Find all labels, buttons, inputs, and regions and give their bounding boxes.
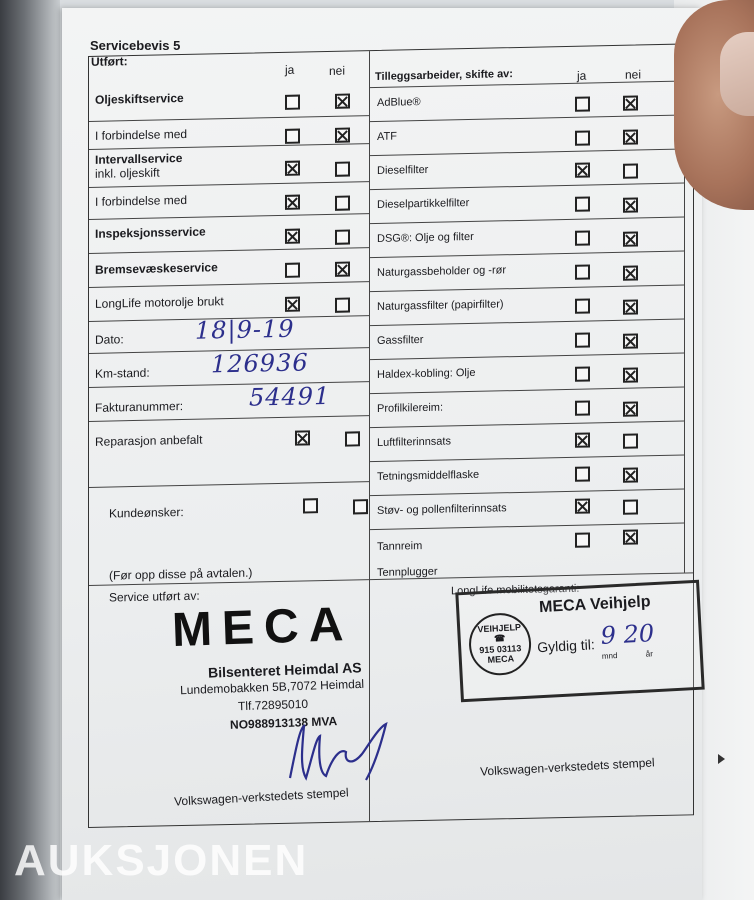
row-label-inspeksjonsservice: Inspeksjonsservice — [95, 224, 206, 241]
checkbox-tannreim-ja[interactable] — [575, 532, 590, 547]
footer-stamp-right: Volkswagen-verkstedets stempel — [479, 755, 655, 779]
row-divider — [369, 285, 684, 293]
km-label: Km-stand: — [95, 365, 150, 381]
checkbox-intervall-ja[interactable] — [285, 161, 300, 176]
right-row-label: Gassfilter — [377, 333, 424, 347]
checkbox-tannreim-nei[interactable] — [623, 529, 638, 544]
background-shadow — [0, 0, 60, 900]
right-row-label: ATF — [377, 130, 397, 143]
dato-value[interactable]: 18|9-19 — [195, 314, 295, 345]
checkbox-naturgassbeholder-ja[interactable] — [575, 264, 590, 279]
checkbox-profilkilereim-nei[interactable] — [623, 401, 638, 416]
right-row-label: Naturgassfilter (papirfilter) — [377, 298, 504, 313]
veihjelp-circle — [467, 612, 532, 677]
right-row-label: DSG®: Olje og filter — [377, 230, 474, 245]
checkbox-naturgassbeholder-nei[interactable] — [623, 265, 638, 280]
checkbox-naturgassfilter-ja[interactable] — [575, 298, 590, 313]
row-divider — [369, 251, 684, 259]
row-divider — [369, 455, 684, 463]
row-label-oljeskiftservice: Oljeskiftservice — [95, 90, 184, 107]
checkbox-naturgassfilter-nei[interactable] — [623, 299, 638, 314]
right-row-label: Profilkilereim: — [377, 401, 444, 415]
right-row-label: Dieselpartikkelfilter — [377, 197, 470, 211]
checkbox-tetningsmiddel-ja[interactable] — [575, 466, 590, 481]
veihjelp-gyldig-label: Gyldig til: — [536, 636, 596, 656]
row-label-intervallservice: Intervallservice — [95, 151, 183, 167]
checkbox-reparasjon-nei[interactable] — [345, 431, 360, 446]
checkbox-intervall-nei[interactable] — [335, 162, 350, 177]
right-row-label: Tennplugger — [377, 565, 438, 579]
right-row-label: Luftfilterinnsats — [377, 435, 451, 449]
checkbox-inspeksjon-ja[interactable] — [285, 229, 300, 244]
row-label-forbindelse-1: I forbindelse med — [95, 126, 188, 143]
row-divider — [369, 217, 684, 225]
right-row-label: AdBlue® — [377, 96, 421, 109]
checkbox-haldex-nei[interactable] — [623, 367, 638, 382]
checkbox-atf-ja[interactable] — [575, 130, 590, 145]
checkbox-dieselfilter-ja[interactable] — [575, 162, 590, 177]
checkbox-longlife-nei[interactable] — [335, 298, 350, 313]
stamp-phone: Tlf.72895010 — [237, 696, 309, 714]
right-ja-header: ja — [577, 68, 587, 83]
veihjelp-circle-top: VEIHJELP — [477, 622, 522, 635]
thumb-photo — [674, 0, 754, 210]
checkbox-forbindelse1-nei[interactable] — [335, 128, 350, 143]
veihjelp-stamp — [455, 580, 704, 703]
checkbox-longlife-ja[interactable] — [285, 297, 300, 312]
row-divider — [89, 481, 369, 488]
row-label-forbindelse-2: I forbindelse med — [95, 192, 188, 209]
meca-logo: MECA — [171, 597, 355, 658]
row-divider — [89, 213, 369, 220]
checkbox-dpf-nei[interactable] — [623, 197, 638, 212]
row-divider — [369, 149, 684, 157]
page-title: Servicebevis 5 — [90, 38, 181, 53]
checkbox-bremsevaeske-ja[interactable] — [285, 263, 300, 278]
stamp-company: Bilsenteret Heimdal AS — [207, 659, 362, 681]
checkbox-reparasjon-ja[interactable] — [295, 430, 310, 445]
row-label-inkl-oljeskift: inkl. oljeskift — [95, 165, 160, 181]
right-row-label: Tetningsmiddelflaske — [377, 468, 480, 483]
watermark: AUKSJONEN — [14, 836, 309, 885]
checkbox-inspeksjon-nei[interactable] — [335, 230, 350, 245]
veihjelp-gyldig-value[interactable]: 9 20 — [600, 619, 655, 650]
checkbox-forbindelse2-nei[interactable] — [335, 196, 350, 211]
longlife-label: LongLife mobilitetsgaranti: — [451, 582, 580, 598]
left-header: Utført: — [91, 54, 128, 69]
right-nei-header: nei — [625, 67, 642, 82]
veihjelp-ar: år — [645, 649, 654, 659]
row-divider — [369, 183, 684, 191]
phone-icon: ☎ — [493, 632, 506, 644]
row-divider — [89, 415, 369, 422]
row-label-bremsevaeskeservice: Bremsevæskeservice — [95, 260, 218, 277]
row-label-longlife: LongLife motorolje brukt — [95, 294, 224, 311]
service-certificate-page — [62, 8, 702, 900]
checkbox-dsg-nei[interactable] — [623, 231, 638, 246]
checkbox-tetningsmiddel-nei[interactable] — [623, 467, 638, 482]
kundeonsker-label: Kundeønsker: — [109, 504, 184, 521]
left-nei-header: nei — [329, 63, 346, 78]
row-divider — [89, 281, 369, 288]
right-row-label: Tannreim — [377, 539, 423, 553]
row-divider — [369, 489, 684, 497]
checkbox-profilkilereim-ja[interactable] — [575, 400, 590, 415]
checkbox-atf-nei[interactable] — [623, 129, 638, 144]
row-divider — [369, 421, 684, 429]
veihjelp-title: MECA Veihjelp — [538, 593, 651, 617]
page-arrow-icon — [718, 754, 725, 764]
signature — [282, 718, 402, 788]
right-row-label: Naturgassbeholder og -rør — [377, 264, 507, 279]
checkbox-kunde-ja[interactable] — [303, 498, 318, 513]
left-ja-header: ja — [285, 62, 295, 77]
checkbox-forbindelse1-ja[interactable] — [285, 129, 300, 144]
row-divider — [369, 319, 684, 327]
right-row-label: Støv- og pollenfilterinnsats — [377, 502, 507, 517]
faktura-label: Fakturanummer: — [95, 399, 184, 415]
thumbnail-nail — [720, 32, 754, 116]
dato-label: Dato: — [95, 332, 124, 347]
checkbox-dpf-ja[interactable] — [575, 196, 590, 211]
column-divider — [369, 51, 370, 821]
faktura-value[interactable]: 54491 — [249, 381, 331, 412]
checkbox-adblue-ja[interactable] — [575, 96, 590, 111]
km-value[interactable]: 126936 — [211, 348, 309, 379]
veihjelp-circle-bottom: MECA — [487, 653, 515, 665]
service-label: Service utført av: — [109, 588, 200, 605]
checkbox-luftfilter-ja[interactable] — [575, 432, 590, 447]
reparasjon-label: Reparasjon anbefalt — [95, 432, 203, 449]
checkbox-dsg-ja[interactable] — [575, 230, 590, 245]
checkbox-forbindelse2-ja[interactable] — [285, 195, 300, 210]
stamp-address: Lundemobakken 5B,7072 Heimdal — [179, 676, 365, 698]
right-header: Tilleggsarbeider, skifte av: — [375, 68, 513, 83]
row-divider — [89, 247, 369, 254]
row-divider — [369, 387, 684, 395]
veihjelp-circle-phone: 915 03113 — [479, 643, 522, 656]
checkbox-bremsevaeske-nei[interactable] — [335, 262, 350, 277]
right-row-label: Haldex-kobling: Olje — [377, 366, 476, 381]
checkbox-kunde-nei[interactable] — [353, 499, 368, 514]
row-divider — [89, 181, 369, 188]
stamp-vat: NO988913138 MVA — [229, 714, 338, 732]
row-divider — [369, 353, 684, 361]
checkbox-adblue-nei[interactable] — [623, 95, 638, 110]
checkbox-luftfilter-nei[interactable] — [623, 433, 638, 448]
note-text: (Før opp disse på avtalen.) — [109, 565, 253, 583]
checkbox-oljeskift-ja[interactable] — [285, 95, 300, 110]
checkbox-gassfilter-nei[interactable] — [623, 333, 638, 348]
right-row-label: Dieselfilter — [377, 163, 429, 177]
row-divider — [369, 115, 684, 123]
row-divider — [89, 115, 369, 122]
veihjelp-mnd: mnd — [601, 651, 618, 661]
checkbox-oljeskift-nei[interactable] — [335, 94, 350, 109]
row-divider — [89, 143, 369, 150]
checkbox-haldex-ja[interactable] — [575, 366, 590, 381]
checkbox-gassfilter-ja[interactable] — [575, 332, 590, 347]
footer-stamp-left: Volkswagen-verkstedets stempel — [173, 785, 349, 809]
checkbox-dieselfilter-nei[interactable] — [623, 163, 638, 178]
checkbox-pollenfilter-ja[interactable] — [575, 498, 590, 513]
form-frame — [88, 43, 694, 828]
checkbox-pollenfilter-nei[interactable] — [623, 499, 638, 514]
